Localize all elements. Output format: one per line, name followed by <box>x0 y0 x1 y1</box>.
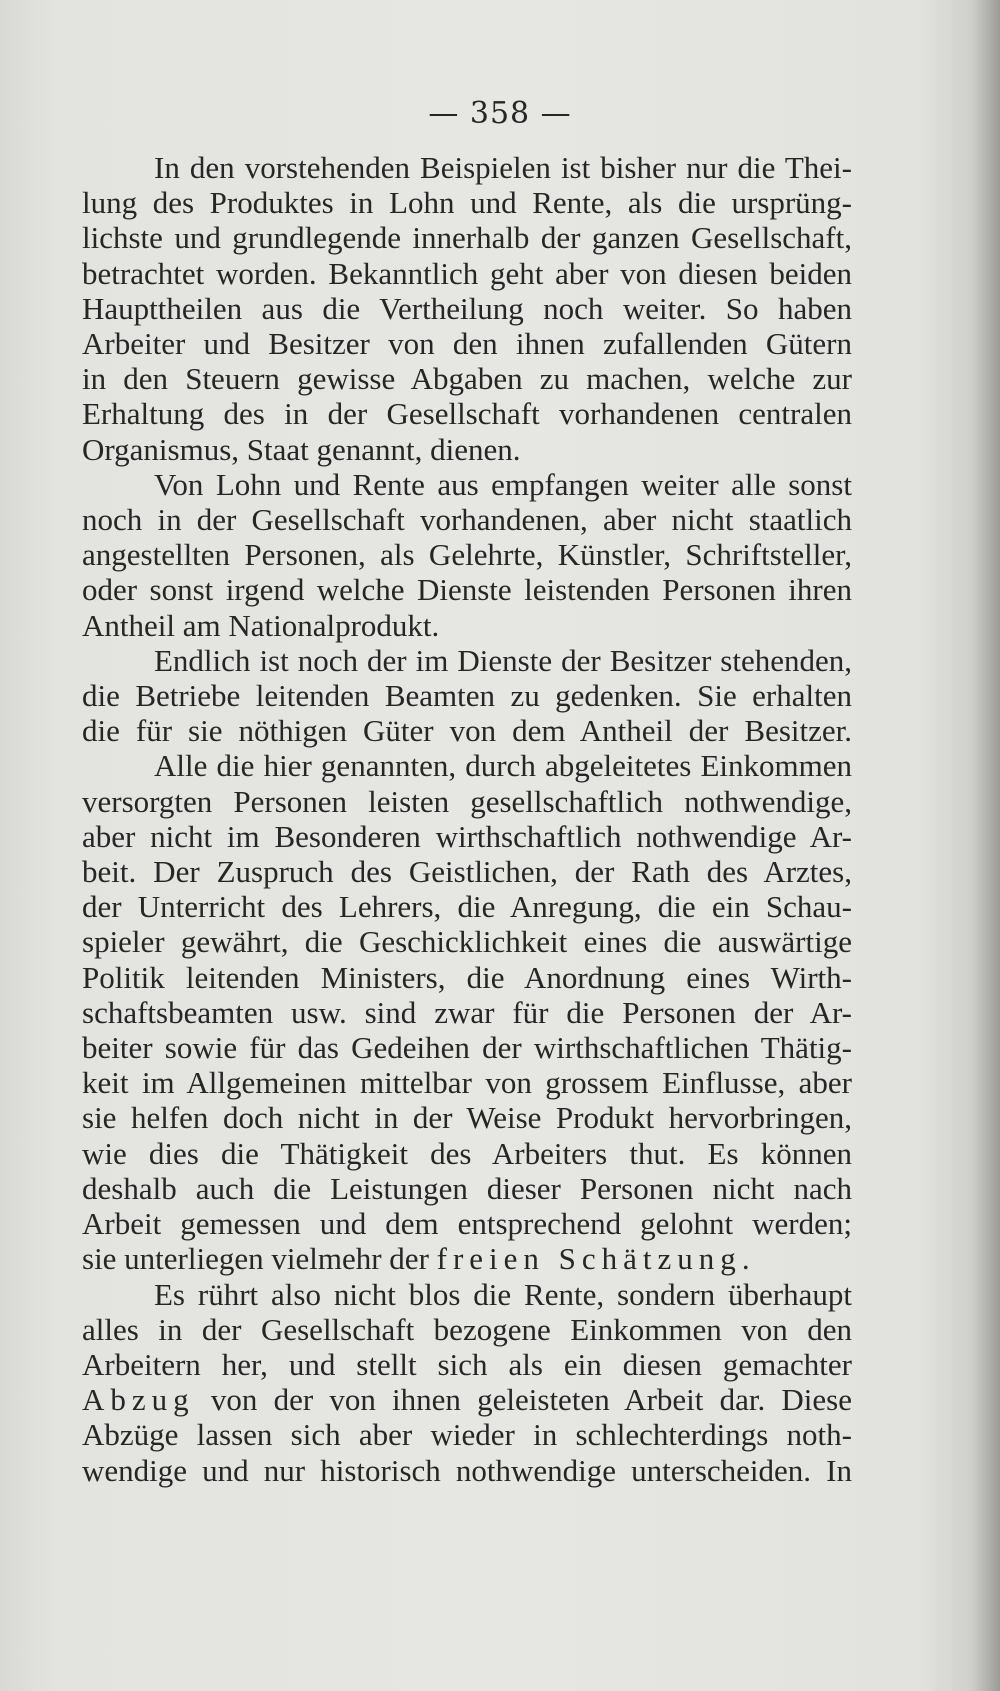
text-line: lung des Produktes in Lohn und Rente, als die ursprüng- <box>82 185 852 221</box>
text-line: versorgten Personen leisten gesellschaftlich nothwendige, <box>82 783 852 819</box>
text-line <box>82 1382 852 1417</box>
text-line: deshalb auch die Leistungen dieser Personen nicht nach <box>82 1170 852 1206</box>
text-line: Organismus, Staat genannt, dienen. <box>82 431 521 467</box>
text-line: betrachtet worden. Bekanntlich geht aber von diesen beiden <box>82 255 852 291</box>
text-line: Es rührt also nicht blos die Rente, sondern überhaupt <box>154 1276 852 1312</box>
paragraph-2 <box>82 467 852 643</box>
text-line: aber nicht im Besonderen wirthschaftlich nothwendige Ar- <box>82 818 852 854</box>
page-number: — 358 — <box>428 96 572 131</box>
body-text <box>82 150 852 1488</box>
text-line: keit im Allgemeinen mittelbar von grossem Einflusse, aber <box>82 1065 852 1101</box>
page-edge-shadow <box>972 0 1000 1691</box>
text-line: Abzüge lassen sich aber wieder in schlechterdings noth- <box>82 1417 852 1453</box>
text-line: alles in der Gesellschaft bezogene Einkommen von den <box>82 1311 852 1347</box>
text-line: die Betriebe leitenden Beamten zu gedenken. Sie erhalten <box>82 678 852 714</box>
text-line: oder sonst irgend welche Dienste leistenden Personen ihren <box>82 572 852 608</box>
text-line: Arbeit gemessen und dem entsprechend gelohnt werden; <box>82 1206 852 1242</box>
paragraph-5 <box>82 1277 852 1488</box>
paragraph-3 <box>82 643 852 749</box>
text-line: Antheil am Nationalprodukt. <box>82 607 440 643</box>
text-line: In den vorstehenden Beispielen ist bisher nur die Thei- <box>154 150 852 185</box>
text-run: sie unterliegen vielmehr der <box>82 1241 437 1277</box>
text-line: wie dies die Thätigkeit des Arbeiters thut. Es können <box>82 1135 852 1171</box>
text-line: die für sie nöthigen Güter von dem Antheil der Besitzer. <box>82 713 852 749</box>
text-line: Erhaltung des in der Gesellschaft vorhandenen centralen <box>82 396 852 432</box>
text-run: . <box>741 1241 750 1277</box>
text-line: Arbeitern her, und stellt sich als ein diesen gemachter <box>82 1346 852 1382</box>
text-line: Von Lohn und Rente aus empfangen weiter alle sonst <box>154 466 852 502</box>
text-line: sie helfen doch nicht in der Weise Produkt hervorbringen, <box>82 1100 852 1136</box>
text-line: spieler gewährt, die Geschicklichkeit eines die auswärtige <box>82 924 852 960</box>
emphasis-spaced: freien Schätzung <box>436 1241 742 1277</box>
text-line: wendige und nur historisch nothwendige unterscheiden. In <box>82 1452 852 1488</box>
text-line: Arbeiter und Besitzer von den ihnen zufallenden Gütern <box>82 326 852 362</box>
text-line: beit. Der Zuspruch des Geistlichen, der Rath des Arztes, <box>82 854 852 890</box>
text-line: in den Steuern gewisse Abgaben zu machen, welche zur <box>82 361 852 397</box>
text-line: Alle die hier genannten, durch abgeleitetes Einkommen <box>154 748 852 784</box>
text-line: noch in der Gesellschaft vorhandenen, aber nicht staatlich <box>82 502 852 538</box>
text-line: lichste und grundlegende innerhalb der ganzen Gesellschaft, <box>82 220 852 256</box>
text-line <box>82 1241 852 1276</box>
text-line: der Unterricht des Lehrers, die Anregung, die ein Schau- <box>82 889 852 925</box>
text-line: Haupttheilen aus die Vertheilung noch weiter. So haben <box>82 290 852 326</box>
text-line: Endlich ist noch der im Dienste der Besitzer stehenden, <box>154 642 852 678</box>
text-line: Politik leitenden Ministers, die Anordnung eines Wirth- <box>82 959 852 995</box>
text-line: schaftsbeamten usw. sind zwar für die Personen der Ar- <box>82 994 852 1030</box>
text-run: von der von ihnen geleisteten Arbeit dar. Diese <box>194 1382 852 1418</box>
emphasis-spaced: Abzug <box>82 1382 195 1418</box>
paragraph-4 <box>82 748 852 1276</box>
text-line: beiter sowie für das Gedeihen der wirthschaftlichen Thätig- <box>82 1030 852 1066</box>
paragraph-1 <box>82 150 852 467</box>
text-line: angestellten Personen, als Gelehrte, Künstler, Schriftsteller, <box>82 537 852 573</box>
